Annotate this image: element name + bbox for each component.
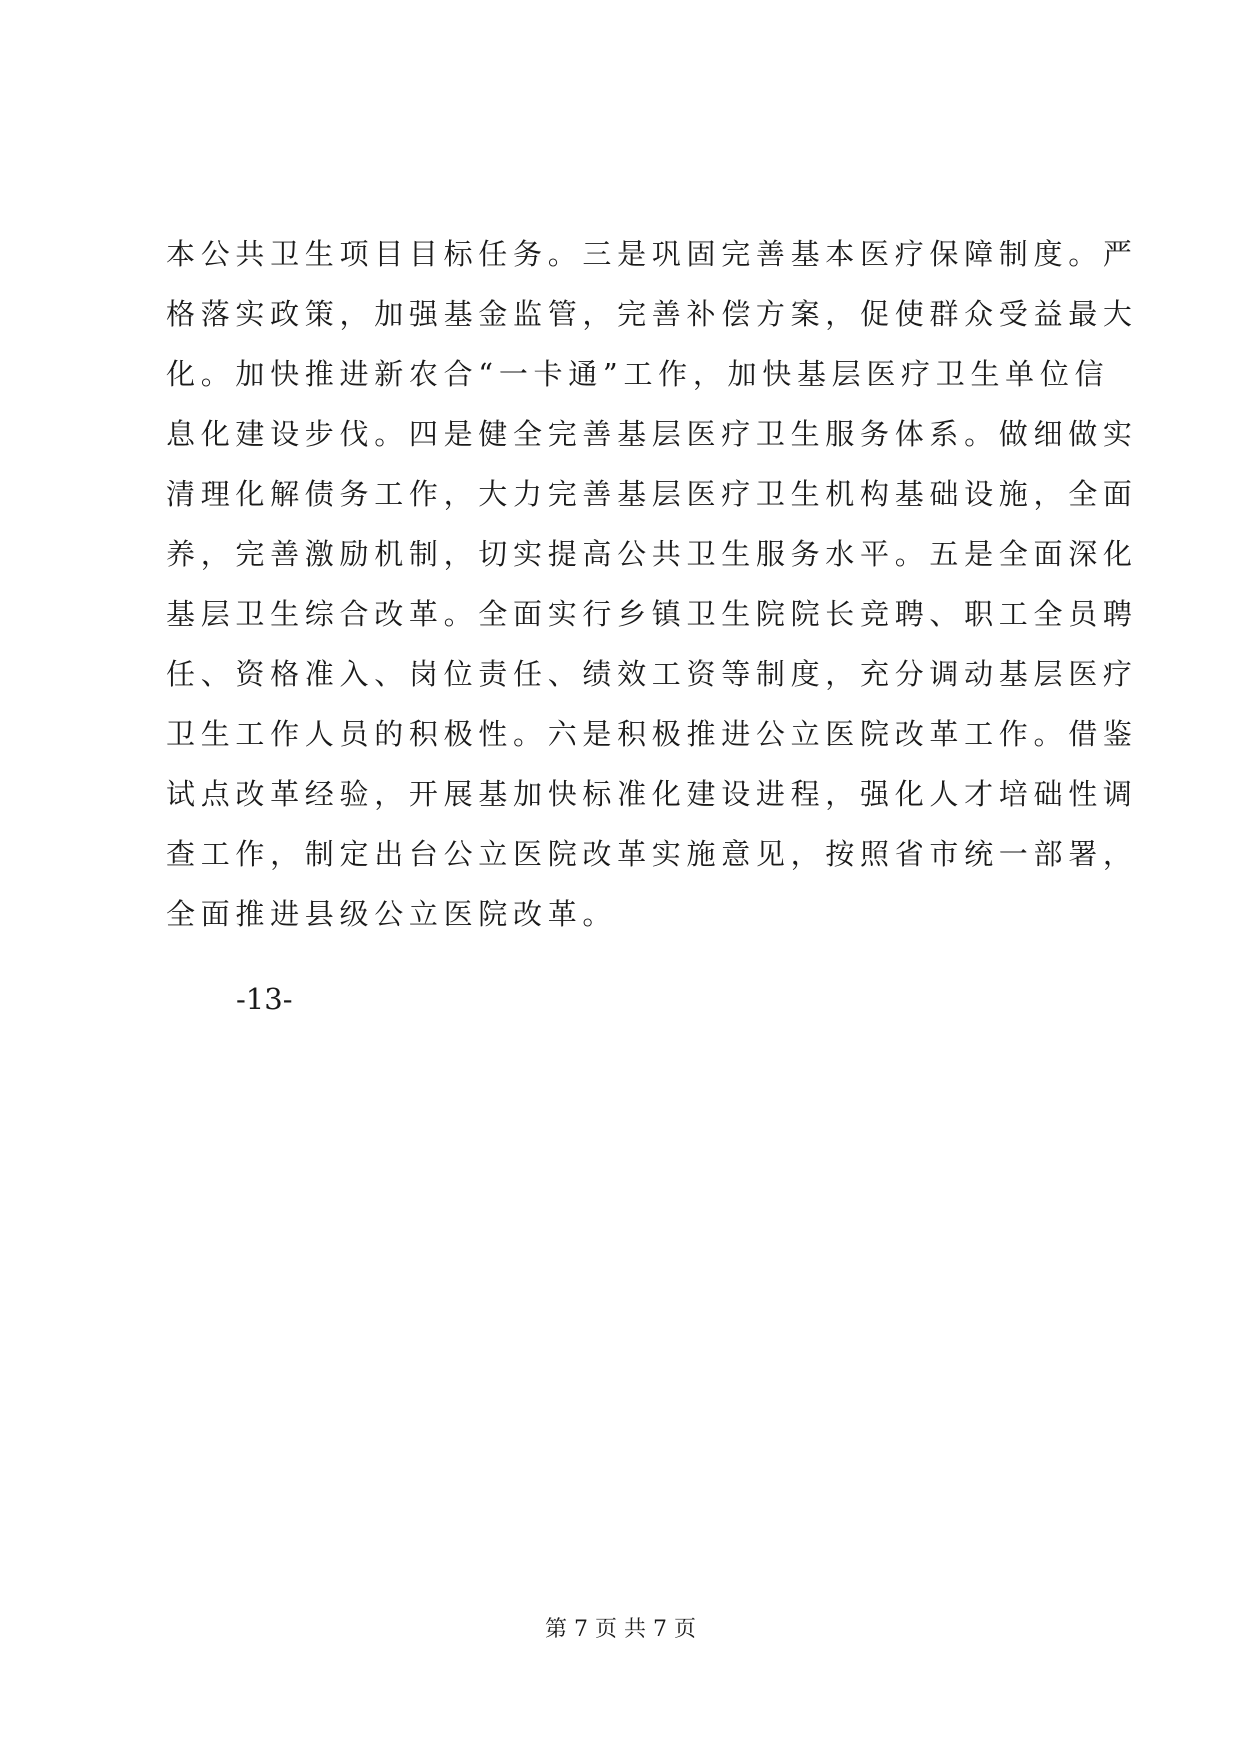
- text-line: 清理化解债务工作，大力完善基层医疗卫生机构基础设施，全面: [166, 477, 1138, 511]
- text-line: 本公共卫生项目目标任务。三是巩固完善基本医疗保障制度。严: [166, 237, 1138, 271]
- page-marker: -13-: [236, 982, 293, 1016]
- text-line: 试点改革经验，开展基加快标准化建设进程，强化人才培础性调: [166, 777, 1138, 811]
- text-line: 查工作，制定出台公立医院改革实施意见，按照省市统一部署，: [166, 837, 1138, 871]
- text-line: 卫生工作人员的积极性。六是积极推进公立医院改革工作。借鉴: [166, 717, 1138, 751]
- body-text: [166, 224, 1138, 944]
- page-footer: 第 7 页 共 7 页: [545, 1617, 696, 1642]
- text-line: 息化建设步伐。四是健全完善基层医疗卫生服务体系。做细做实: [166, 417, 1138, 451]
- text-line: 格落实政策，加强基金监管，完善补偿方案，促使群众受益最大: [166, 297, 1138, 331]
- text-line: 全面推进县级公立医院改革。: [166, 897, 618, 931]
- text-line: 养，完善激励机制，切实提高公共卫生服务水平。五是全面深化: [166, 537, 1138, 571]
- text-line: 化。加快推进新农合“一卡通”工作，加快基层医疗卫生单位信: [166, 357, 1110, 391]
- text-line: 基层卫生综合改革。全面实行乡镇卫生院院长竞聘、职工全员聘: [166, 597, 1138, 631]
- text-line: 任、资格准入、岗位责任、绩效工资等制度，充分调动基层医疗: [166, 657, 1138, 691]
